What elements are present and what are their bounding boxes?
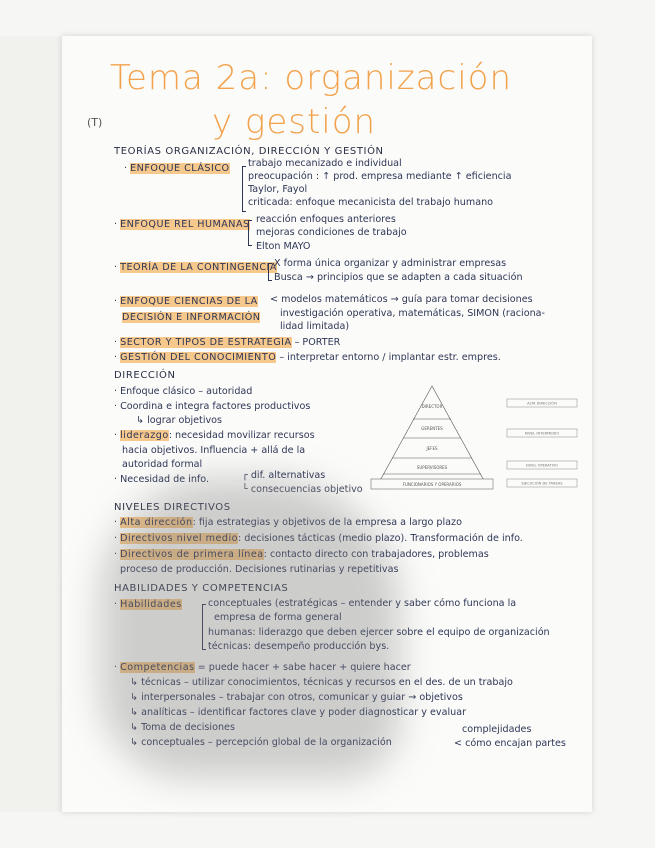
direccion-line-6: · Necesidad de info. — [114, 474, 210, 485]
clasico-line-4: criticada: enfoque mecanicista del trabajo humano — [248, 197, 494, 208]
competencias-row: · Competencias = puede hacer + sabe hacer + quiere hacer — [114, 662, 411, 673]
competencias-text: = puede hacer + sabe hacer + quiere hacer — [197, 662, 411, 673]
humanas-line-1: reacción enfoques anteriores — [256, 214, 396, 225]
level-jefes: JEFES — [426, 446, 438, 451]
ciencias-label-2: DECISIÓN E INFORMACIÓN — [122, 312, 261, 323]
clasico-bracket — [242, 166, 246, 212]
ciencias-label-1: ENFOQUE CIENCIAS DE LA — [120, 296, 258, 307]
competencias-label: Competencias — [120, 662, 195, 673]
box-label-operativo: NIVEL OPERATIVO — [526, 463, 558, 468]
liderazgo-label: liderazgo — [120, 430, 169, 441]
box-label-intermedio: NIVEL INTERMEDIO — [524, 431, 560, 436]
sector-label: SECTOR Y TIPOS DE ESTRATEGIA — [120, 337, 292, 348]
title-line-1: Tema 2a: organización — [110, 58, 512, 98]
primera-text: : contacto directo con trabajadores, problemas — [263, 549, 489, 560]
box-label-ejecucion: EJECUCIÓN DE TAREAS — [521, 481, 563, 486]
humanas-bracket — [248, 220, 252, 246]
competencias-line-2: ↳ interpersonales – trabajar con otros, comunicar y guiar → objetivos — [130, 692, 463, 703]
gestion-text: – interpretar entorno / implantar estr. empres. — [279, 352, 501, 363]
primera-row: · Directivos de primera línea: contacto directo con trabajadores, problemas — [114, 549, 489, 560]
direccion-line-1: · Enfoque clásico – autoridad — [114, 386, 253, 397]
hand-shadow — [100, 478, 400, 778]
competencias-line-5: ↳ conceptuales – percepción global de la organización — [130, 737, 392, 748]
humanas-line-2: mejoras condiciones de trabajo — [256, 227, 407, 238]
competencias-line-7: < cómo encajan partes — [454, 738, 566, 749]
level-supervisores: SUPERVISORES — [416, 465, 448, 470]
previous-page-edge — [0, 36, 62, 812]
sector-row: · SECTOR Y TIPOS DE ESTRATEGIA – PORTER — [114, 337, 341, 348]
contingencia-line-2: Busca → principios que se adapten a cada situación — [274, 272, 523, 283]
level-gerentes: GERENTES — [421, 426, 443, 431]
ciencias-line-1-text: modelos matemáticos → guía para tomar decisiones — [281, 294, 533, 305]
alta-label: Alta dirección — [120, 517, 193, 528]
habilidades-line-4: técnicas: desempeño producción bys. — [208, 641, 390, 652]
title-line-2: y gestión — [212, 102, 377, 142]
direccion-line-7: ┌ dif. alternativas — [242, 470, 326, 481]
sector-text: – PORTER — [294, 337, 341, 348]
direccion-heading: DIRECCIÓN — [114, 370, 176, 381]
competencias-line-4: ↳ Toma de decisiones — [130, 722, 235, 733]
direccion-line-8: └ consecuencias objetivo — [242, 484, 363, 495]
gestion-label: GESTIÓN DEL CONOCIMIENTO — [120, 352, 277, 363]
theories-heading: TEORÍAS ORGANIZACIÓN, DIRECCIÓN Y GESTIÓN — [114, 146, 384, 157]
contingencia-label-row: · TEORÍA DE LA CONTINGENCIA — [114, 262, 277, 273]
level-funcionarios: FUNCIONARIOS Y OPERARIOS — [402, 482, 462, 487]
ciencias-label-row-1: · ENFOQUE CIENCIAS DE LA — [114, 296, 258, 307]
page-mark: (T) — [87, 116, 103, 129]
clasico-line-1: trabajo mecanizado e individual — [248, 158, 402, 169]
encajan-text: cómo encajan partes — [465, 738, 566, 749]
management-pyramid — [367, 381, 587, 496]
habilidades-line-1: conceptuales (estratégicas – entender y saber cómo funciona la — [208, 598, 517, 609]
clasico-label-row: · ENFOQUE CLÁSICO — [124, 163, 230, 174]
habilidades-line-2: empresa de forma general — [214, 612, 342, 623]
ciencias-label-row-2 — [122, 312, 260, 323]
ciencias-line-1: < modelos matemáticos → guía para tomar decisiones — [270, 294, 533, 305]
humanas-line-3: Elton MAYO — [256, 241, 311, 252]
habilidades-heading: HABILIDADES Y COMPETENCIAS — [114, 583, 289, 594]
medio-label: Directivos nivel medio — [120, 533, 239, 544]
direccion-line-4: hacia objetivos. Influencia + allá de la — [122, 445, 306, 456]
humanas-label: ENFOQUE REL HUMANAS — [120, 219, 250, 230]
contingencia-label: TEORÍA DE LA CONTINGENCIA — [120, 262, 277, 273]
pyramid-outline — [377, 386, 487, 486]
contingencia-bracket — [268, 263, 272, 281]
level-director: DIRECTOR — [421, 404, 443, 409]
alta-row: · Alta dirección: fija estrategias y objetivos de la empresa a largo plazo — [114, 517, 462, 528]
liderazgo-row: · liderazgo: necesidad movilizar recursos — [114, 430, 315, 441]
habilidades-label: Habilidades — [120, 599, 182, 610]
niveles-heading: NIVELES DIRECTIVOS — [114, 502, 231, 513]
medio-text: : decisiones tácticas (medio plazo). Transformación de info. — [238, 533, 523, 544]
alta-text: : fija estrategias y objetivos de la empresa a largo plazo — [192, 517, 462, 528]
ciencias-line-2: investigación operativa, matemáticas, SIMON (raciona- — [280, 308, 545, 319]
competencias-line-1: ↳ técnicas – utilizar conocimientos, técnicas y recursos en el des. de un trabajo — [130, 677, 513, 688]
direccion-line-2: · Coordina e integra factores productivos — [114, 401, 311, 412]
direccion-line-5: autoridad formal — [122, 459, 203, 470]
liderazgo-text: : necesidad movilizar recursos — [168, 430, 315, 441]
habilidades-line-3: humanas: liderazgo que deben ejercer sobre el equipo de organización — [208, 627, 550, 638]
habilidades-row: · Habilidades — [114, 599, 182, 610]
humanas-label-row: · ENFOQUE REL HUMANAS — [114, 219, 250, 230]
box-label-alta: ALTA DIRECCIÓN — [527, 401, 557, 406]
primera-row-2: proceso de producción. Decisiones rutinarias y repetitivas — [120, 564, 399, 575]
competencias-line-6: complejidades — [462, 724, 532, 735]
direccion-line-3: ↳ lograr objetivos — [136, 415, 223, 426]
clasico-line-3: Taylor, Fayol — [248, 184, 308, 195]
clasico-line-2: preocupación : ↑ prod. empresa mediante ↑ eficiencia — [248, 171, 512, 182]
ciencias-line-3: lidad limitada) — [280, 321, 350, 332]
alternatives-text: dif. alternativas — [250, 470, 326, 481]
clasico-label: ENFOQUE CLÁSICO — [130, 163, 230, 174]
contingencia-line-1: X forma única organizar y administrar empresas — [274, 258, 507, 269]
competencias-line-3: ↳ analíticas – identificar factores clave y poder diagnosticar y evaluar — [130, 707, 467, 718]
gestion-row: · GESTIÓN DEL CONOCIMIENTO – interpretar entorno / implantar estr. empres. — [114, 352, 501, 363]
medio-row: · Directivos nivel medio: decisiones tácticas (medio plazo). Transformación de info. — [114, 533, 523, 544]
consequences-text: consecuencias objetivo — [250, 484, 363, 495]
primera-label: Directivos de primera línea — [120, 549, 264, 560]
